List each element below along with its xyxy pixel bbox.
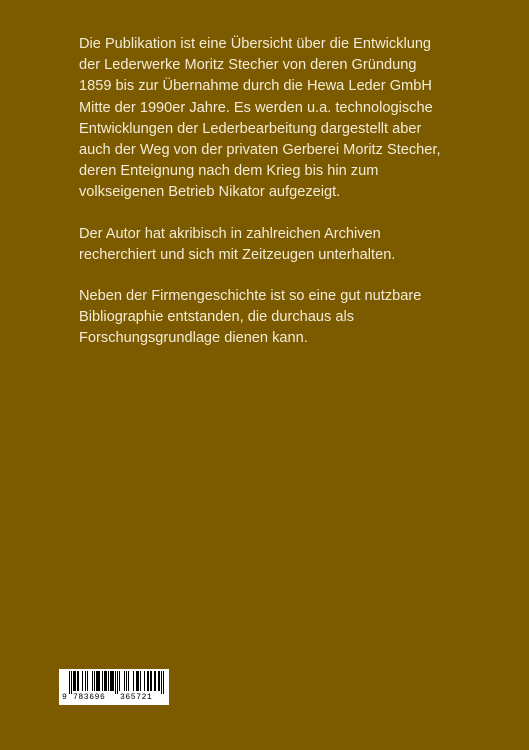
barcode-bar: [137, 671, 138, 691]
barcode-bar: [147, 671, 148, 691]
barcode-bar: [113, 671, 114, 691]
barcode-bar: [151, 671, 152, 691]
barcode-bar: [111, 671, 112, 691]
barcode-bar: [115, 671, 116, 694]
barcode-bar: [73, 671, 74, 691]
barcode-left-group: 783696: [73, 693, 106, 702]
barcode-bar: [128, 671, 129, 691]
barcode-bar: [138, 671, 139, 691]
blurb-text: [79, 34, 499, 370]
barcode-bar: [94, 671, 95, 691]
blurb-paragraph-1: Die Publikation ist eine Übersicht über die Entwicklung der Lederwerke Moritz Stecher von deren Gründung 1859 bis zur Übernahme durch die Hewa Leder GmbH Mitte der 1990er Jahre. Es werden u.a. technologische Entwicklungen der Lederbearbeitung dargestellt aber auch der Weg von der privaten Gerberei Moritz Stecher, deren Enteignung nach dem Krieg bis hin zum volkseigenen Betrieb Nikator aufgezeigt.: [79, 36, 441, 201]
barcode-bar: [78, 671, 79, 691]
barcode-bar: [158, 671, 159, 691]
barcode-digits: [59, 693, 169, 703]
barcode-bar: [112, 671, 113, 691]
barcode-bar: [97, 671, 98, 691]
barcode-bar: [161, 671, 162, 694]
blurb-paragraph-3: Neben der Firmengeschichte ist so eine gut nutzbare Bibliographie entstanden, die durchaus als Forschungsgrundlage dienen kann.: [79, 288, 422, 347]
barcode-bar: [92, 671, 93, 691]
barcode-bar: [69, 671, 70, 694]
barcode-bar: [106, 671, 107, 691]
isbn-barcode: [59, 669, 169, 705]
barcode-bar: [108, 671, 109, 691]
barcode-bar: [163, 671, 164, 694]
barcode-bar: [87, 671, 88, 691]
barcode-bar: [98, 671, 99, 691]
barcode-bar: [155, 671, 156, 691]
barcode-bar: [154, 671, 155, 691]
barcode-bar: [124, 671, 125, 691]
barcode-bar: [105, 671, 106, 691]
barcode-bar: [85, 671, 86, 691]
barcode-bar: [102, 671, 103, 691]
barcode-bar: [110, 671, 111, 691]
barcode-bar: [104, 671, 105, 691]
barcode-bar: [126, 671, 127, 691]
barcode-bar: [71, 671, 72, 694]
blurb-paragraph-2: Der Autor hat akribisch in zahlreichen Archiven recherchiert und sich mit Zeitzeugen unterhalten.: [79, 225, 396, 263]
barcode-bar: [148, 671, 149, 691]
barcode-bar: [96, 671, 97, 691]
barcode-bar: [119, 671, 120, 691]
barcode-bars: [59, 669, 169, 694]
barcode-bar: [117, 671, 118, 694]
barcode-bar: [140, 671, 141, 691]
barcode-bar: [74, 671, 75, 691]
barcode-bar: [77, 671, 78, 691]
barcode-bar: [136, 671, 137, 691]
barcode-bar: [75, 671, 76, 691]
barcode-bar: [144, 671, 145, 691]
barcode-bar: [159, 671, 160, 691]
barcode-bar: [99, 671, 100, 691]
barcode-first-digit: 9: [62, 693, 67, 702]
barcode-bar: [82, 671, 83, 691]
barcode-bar: [150, 671, 151, 691]
barcode-right-group: 365721: [120, 693, 153, 702]
barcode-bar: [133, 671, 134, 691]
